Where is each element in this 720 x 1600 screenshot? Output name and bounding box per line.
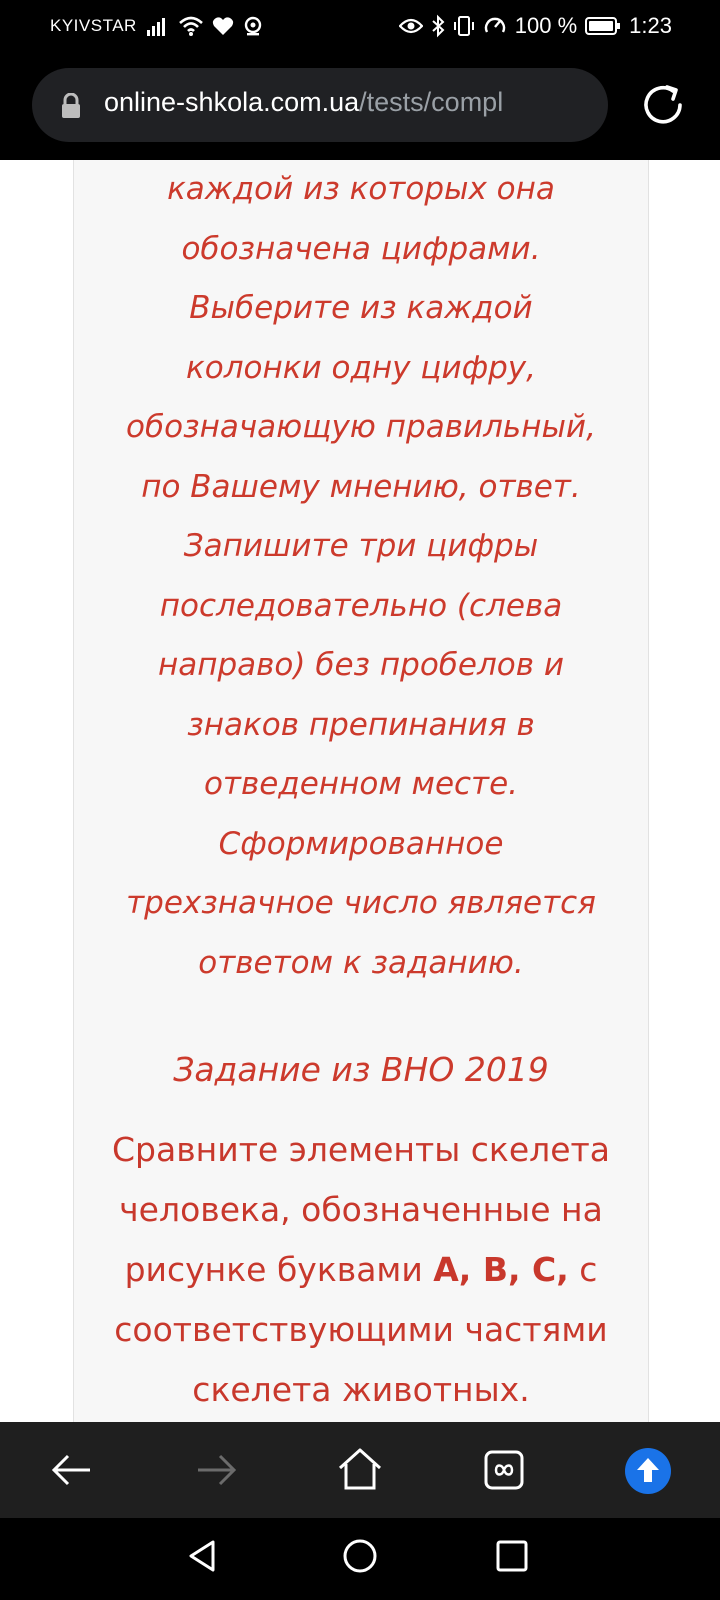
up-arrow-icon [625,1448,671,1494]
eye-icon [399,17,423,35]
system-navigation-bar [0,1518,720,1600]
question-text: с [568,1250,598,1289]
instructions-text [74,160,648,993]
instruction-line: обозначена цифрами. [181,230,541,267]
web-content [0,160,720,1422]
instruction-line: обозначающую правильный, [126,409,596,445]
battery-icon [585,16,621,36]
scroll-top-button[interactable] [625,1448,671,1494]
instruction-line: последовательно (слева [159,587,563,624]
task-question [74,1120,648,1420]
question-text: рисунке буквами [124,1250,434,1289]
status-left-icons [146,12,266,40]
instruction-line: по Вашему мнению, ответ. [141,468,581,505]
system-recents-icon[interactable] [492,1536,532,1576]
url-domain: online-shkola.com.ua [104,87,360,117]
instruction-line: ответом к заданию. [198,944,524,981]
question-letters: А, В, С, [433,1250,569,1289]
instruction-line: Сформированное [218,825,504,862]
url-path: /tests/compl [359,87,504,117]
instruction-line: Запишите три цифры [183,528,539,564]
battery-percent: 100 % [514,13,578,38]
question-line [74,1240,648,1300]
instruction-line: Выберите из каждой [189,290,533,326]
question-line: Сравните элементы скелета [112,1130,610,1169]
data-saver-icon [483,14,507,38]
lock-icon[interactable] [60,93,82,119]
reload-icon[interactable] [640,82,686,128]
system-back-icon[interactable] [183,1536,223,1576]
instruction-line: колонки одну цифру, [186,349,536,386]
status-bar [0,0,720,52]
signal-icon [146,15,170,37]
browser-bottom-bar [0,1422,720,1518]
assistant-icon [242,15,266,37]
home-icon[interactable] [334,1444,386,1496]
system-home-icon[interactable] [340,1536,380,1576]
forward-arrow-icon[interactable] [190,1444,242,1496]
vibrate-icon [453,14,475,38]
browser-toolbar [0,52,720,160]
clock: 1:23 [629,13,672,38]
task-title: Задание из ВНО 2019 [173,1050,549,1089]
status-right [399,12,672,40]
url-text[interactable] [104,87,624,118]
instruction-line: каждой из которых она [167,171,555,207]
bluetooth-icon [431,14,445,38]
instruction-line: знаков препинания в [187,706,535,743]
question-line: человека, обозначенные на [119,1190,603,1229]
instruction-line: направо) без пробелов и [157,647,565,683]
instruction-line: трехзначное число является [126,885,596,921]
address-bar[interactable] [32,68,608,142]
question-line: соответствующими частями [114,1310,608,1349]
wifi-icon [178,15,204,37]
back-arrow-icon[interactable] [46,1444,98,1496]
carrier-name: KYIVSTAR [50,16,137,35]
question-line: скелета животных. [192,1370,530,1409]
instruction-line: отведенном месте. [203,766,519,802]
heart-icon [212,16,234,36]
test-card [73,160,649,1422]
tabs-icon[interactable] [478,1444,530,1496]
